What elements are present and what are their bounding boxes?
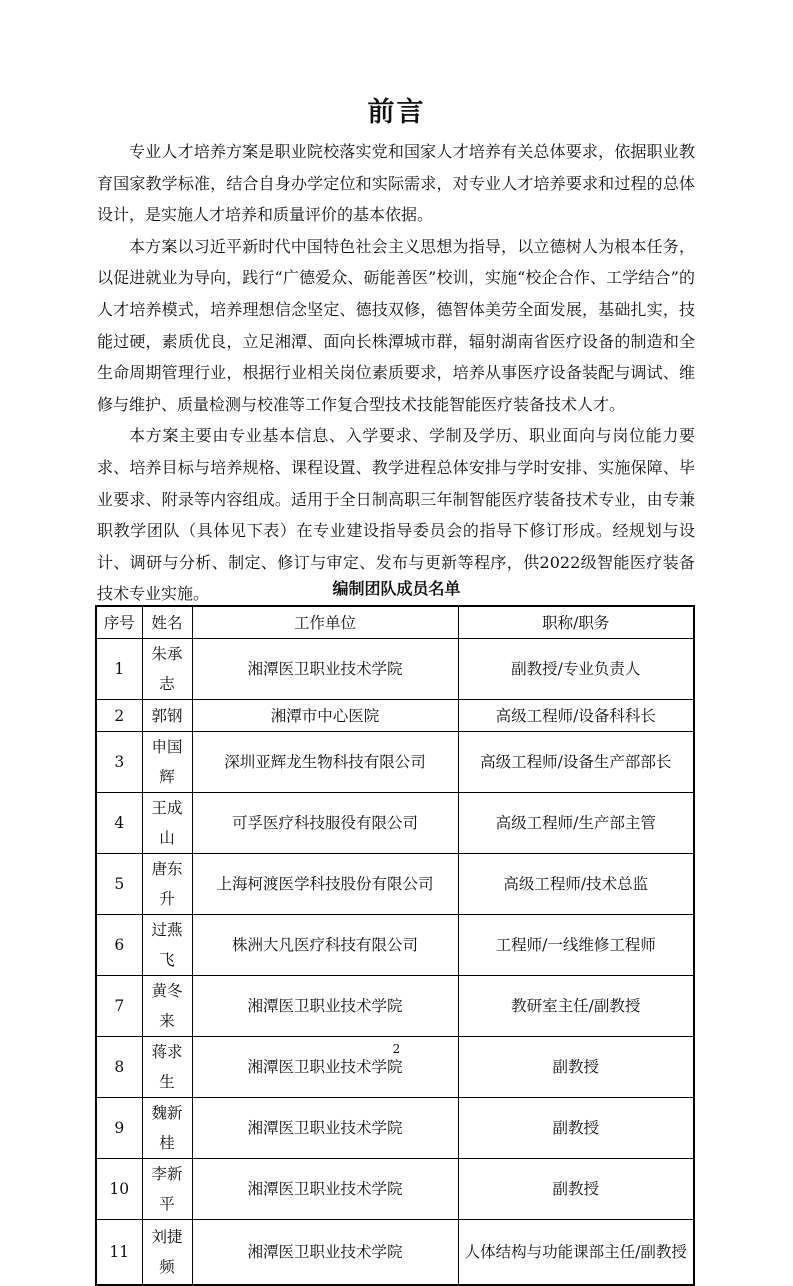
cell-title: 副教授 — [458, 1037, 694, 1098]
cell-title: 人体结构与功能课部主任/副教授 — [458, 1220, 694, 1286]
table-row — [96, 1220, 694, 1286]
team-table — [95, 605, 695, 1286]
cell-employer: 湘潭医卫职业技术学院 — [192, 1159, 458, 1220]
table-row — [96, 854, 694, 915]
cell-index: 1 — [96, 639, 142, 700]
cell-employer: 湘潭医卫职业技术学院 — [192, 976, 458, 1037]
cell-name: 李新平 — [142, 1159, 192, 1220]
cell-index: 6 — [96, 915, 142, 976]
cell-index: 10 — [96, 1159, 142, 1220]
cell-employer: 可孚医疗科技服役有限公司 — [192, 793, 458, 854]
header-title: 职称/职务 — [458, 606, 694, 639]
cell-name: 唐东升 — [142, 854, 192, 915]
table-row — [96, 915, 694, 976]
cell-employer: 湘潭医卫职业技术学院 — [192, 639, 458, 700]
paragraph: 本方案以习近平新时代中国特色社会主义思想为指导，以立德树人为根本任务，以促进就业为导向，践行“广德爱众、砺能善医”校训，实施“校企合作、工学结合”的人才培养模式，培养理想信念坚定、德技双修，德智体美劳全面发展，基础扎实，技能过硬，素质优良，立足湘潭、面向长株潭城市群，辐射湖南省医疗设备的制造和全生命周期管理行业，根据行业相关岗位素质要求，培养从事医疗设备装配与调试、维修与维护、质量检测与校准等工作复合型技术技能智能医疗装备技术人才。 — [97, 236, 695, 414]
table-row — [96, 732, 694, 793]
table-row — [96, 1098, 694, 1159]
cell-employer: 株洲大凡医疗科技有限公司 — [192, 915, 458, 976]
cell-title: 高级工程师/设备生产部部长 — [458, 732, 694, 793]
cell-name: 王成山 — [142, 793, 192, 854]
header-index: 序号 — [96, 606, 142, 639]
cell-index: 2 — [96, 700, 142, 732]
cell-name: 过燕飞 — [142, 915, 192, 976]
cell-title: 高级工程师/技术总监 — [458, 854, 694, 915]
cell-name: 黄冬来 — [142, 976, 192, 1037]
cell-title: 高级工程师/生产部主管 — [458, 793, 694, 854]
cell-employer: 湘潭市中心医院 — [192, 700, 458, 732]
cell-name: 申国辉 — [142, 732, 192, 793]
cell-employer: 湘潭医卫职业技术学院 — [192, 1037, 458, 1098]
cell-name: 魏新桂 — [142, 1098, 192, 1159]
cell-title: 教研室主任/副教授 — [458, 976, 694, 1037]
cell-index: 9 — [96, 1098, 142, 1159]
page-number: 2 — [392, 1042, 401, 1056]
table-row — [96, 639, 694, 700]
cell-title: 副教授 — [458, 1159, 694, 1220]
cell-index: 3 — [96, 732, 142, 793]
cell-index: 7 — [96, 976, 142, 1037]
cell-title: 工程师/一线维修工程师 — [458, 915, 694, 976]
cell-index: 8 — [96, 1037, 142, 1098]
cell-title: 副教授 — [458, 1098, 694, 1159]
cell-employer: 深圳亚辉龙生物科技有限公司 — [192, 732, 458, 793]
cell-index: 4 — [96, 793, 142, 854]
table-row — [96, 1159, 694, 1220]
cell-name: 刘捷频 — [142, 1220, 192, 1286]
paragraph: 专业人才培养方案是职业院校落实党和国家人才培养有关总体要求，依据职业教育国家教学标准，结合自身办学定位和实际需求，对专业人才培养要求和过程的总体设计，是实施人才培养和质量评价的基本依据。 — [97, 142, 695, 225]
cell-name: 郭钢 — [142, 700, 192, 732]
table-header-row — [96, 606, 694, 639]
cell-name: 蒋求生 — [142, 1037, 192, 1098]
cell-name: 朱承志 — [142, 639, 192, 700]
cell-index: 5 — [96, 854, 142, 915]
cell-title: 高级工程师/设备科科长 — [458, 700, 694, 732]
paragraph: 本方案主要由专业基本信息、入学要求、学制及学历、职业面向与岗位能力要求、培养目标与培养规格、课程设置、教学进程总体安排与学时安排、实施保障、毕业要求、附录等内容组成。适用于全日制高职三年制智能医疗装备技术专业，由专兼职教学团队（具体见下表）在专业建设指导委员会的指导下修订形成。经规划与设计、调研与分析、制定、修订与审定、发布与更新等程序，供2022级智能医疗装备技术专业实施。 — [97, 426, 695, 604]
cell-title: 副教授/专业负责人 — [458, 639, 694, 700]
preface-body — [97, 136, 695, 610]
page-title: 前言 — [367, 97, 426, 128]
header-employer: 工作单位 — [192, 606, 458, 639]
header-name: 姓名 — [142, 606, 192, 639]
table-row — [96, 793, 694, 854]
table-row — [96, 700, 694, 732]
cell-index: 11 — [96, 1220, 142, 1286]
cell-employer: 上海柯渡医学科技股份有限公司 — [192, 854, 458, 915]
table-row — [96, 976, 694, 1037]
cell-employer: 湘潭医卫职业技术学院 — [192, 1220, 458, 1286]
table-caption: 编制团队成员名单 — [332, 579, 461, 598]
cell-employer: 湘潭医卫职业技术学院 — [192, 1098, 458, 1159]
